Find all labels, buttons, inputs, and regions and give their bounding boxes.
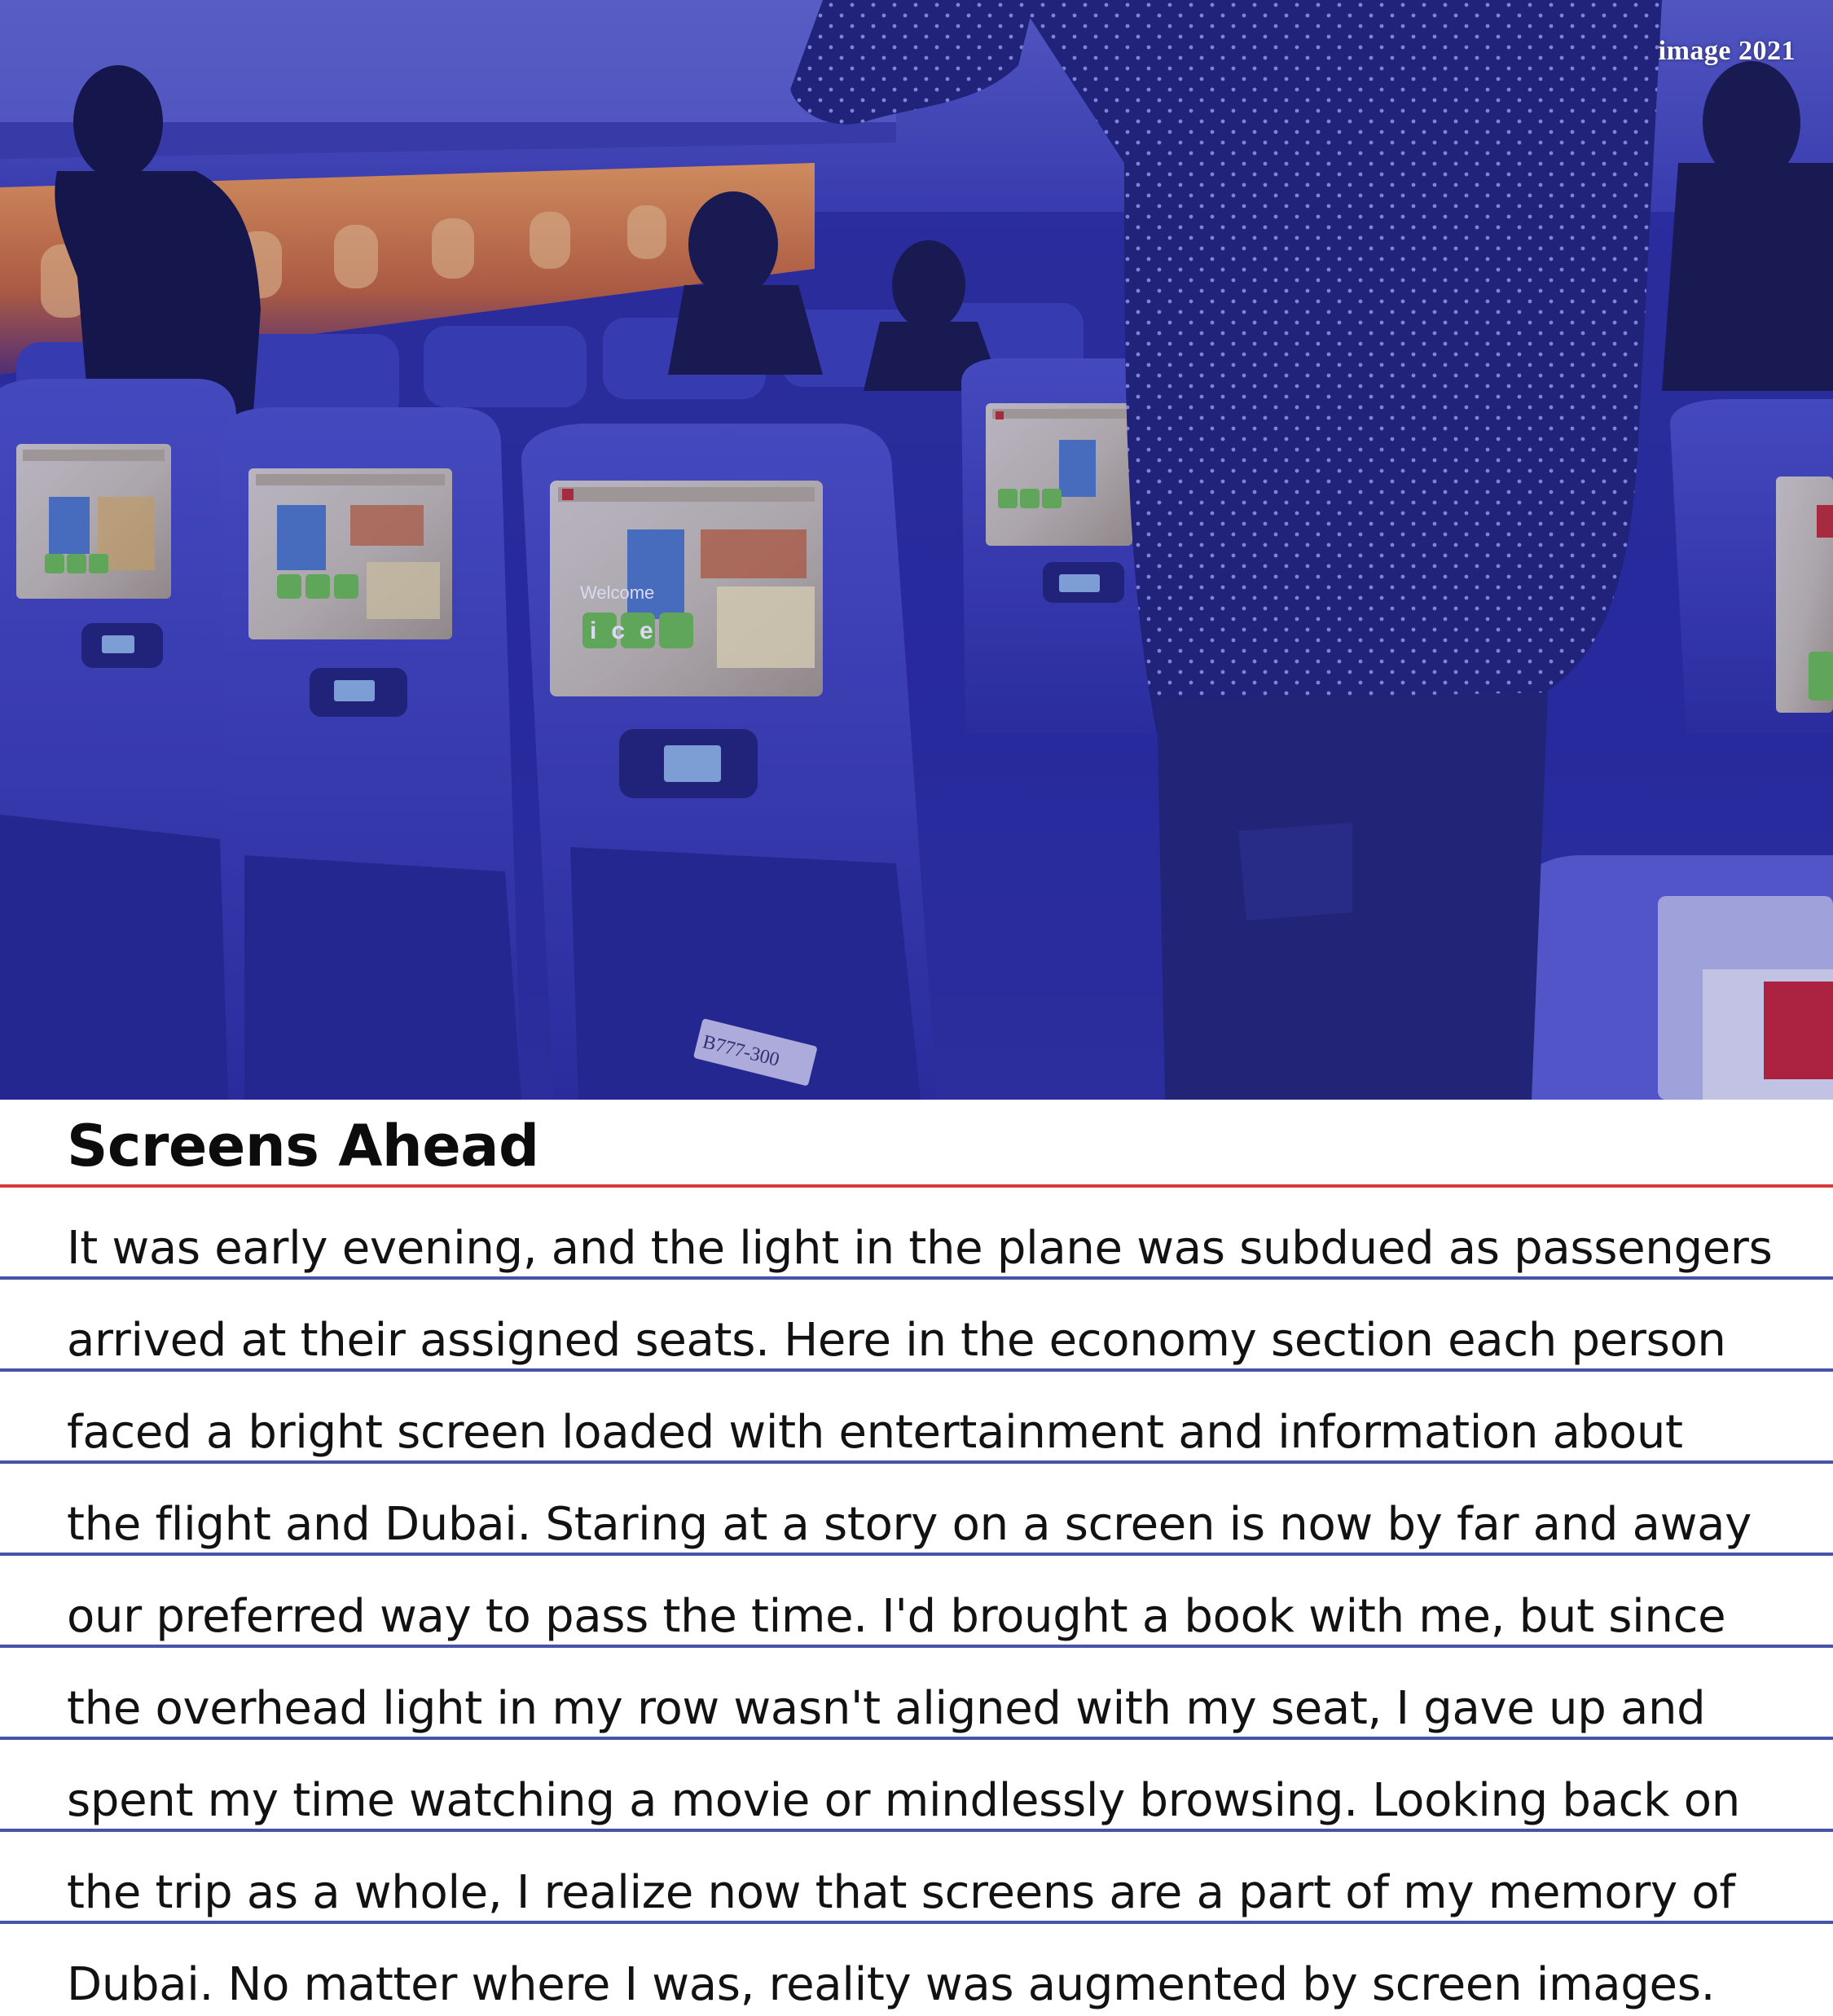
body-line [0,1648,1833,1740]
body-line [0,1556,1833,1648]
screen-welcome-text: Welcome [580,582,655,603]
body-line [0,1924,1833,2016]
screen-brand-text: ice [590,617,668,644]
body-line-text: the trip as a whole, I realize now that screens are a part of my memory of [67,1866,1735,1919]
seat-tag-text: B777-300 [700,1031,782,1071]
body-line [0,1740,1833,1832]
body-line-text: It was early evening, and the light in the plane was subdued as passengers [67,1222,1773,1275]
body-line-text: the flight and Dubai. Staring at a story on a screen is now by far and away [67,1498,1752,1551]
body-line-text: Dubai. No matter where I was, reality was augmented by screen images. [67,1958,1716,2011]
body-line-text: the overhead light in my row wasn't aligned with my seat, I gave up and [67,1682,1706,1735]
article [0,1100,1833,2016]
photo-credit: image 2021 [1658,36,1796,66]
body-line [0,1464,1833,1556]
body-line-text: spent my time watching a movie or mindlessly browsing. Looking back on [67,1774,1740,1827]
body-line-text: arrived at their assigned seats. Here in the economy section each person [67,1314,1726,1367]
body-line-text: faced a bright screen loaded with entertainment and information about [67,1406,1683,1459]
body-line-text: our preferred way to pass the time. I'd brought a book with me, but since [67,1590,1726,1643]
body-line [0,1832,1833,1924]
body-line [0,1188,1833,1280]
body-line [0,1280,1833,1372]
article-title: Screens Ahead [67,1113,539,1179]
body-line [0,1372,1833,1464]
